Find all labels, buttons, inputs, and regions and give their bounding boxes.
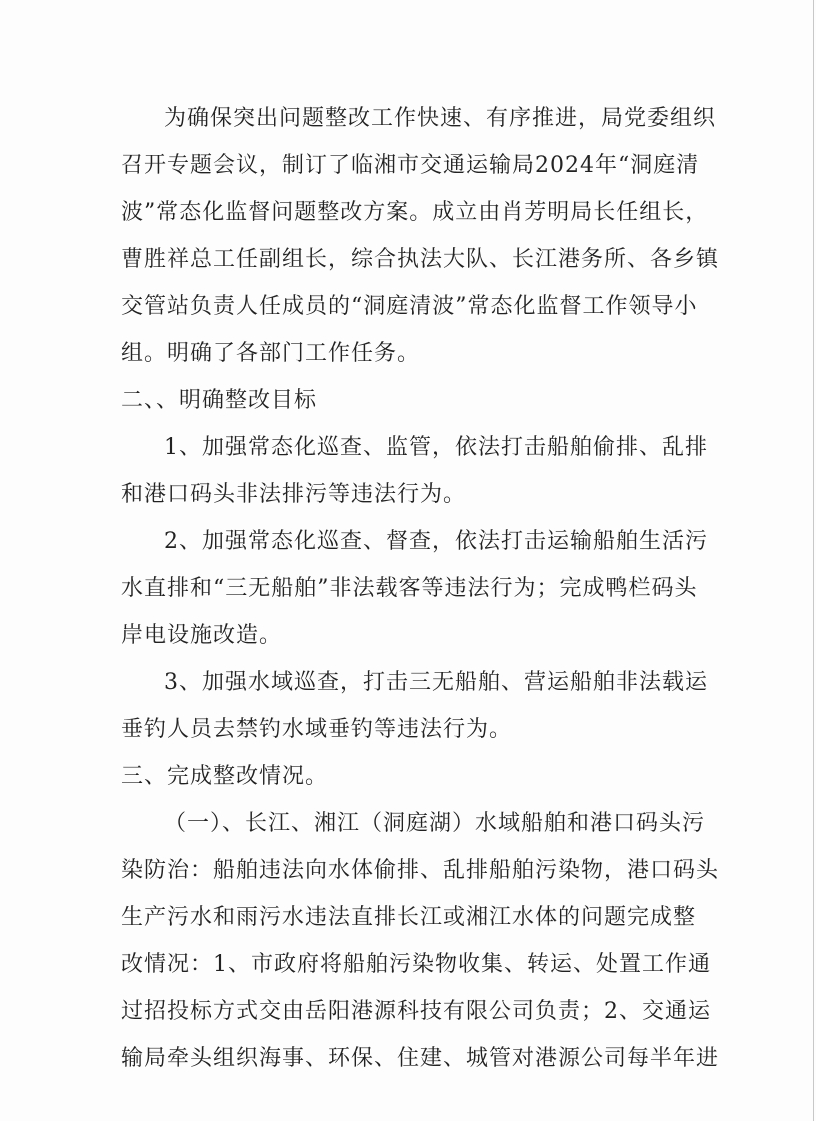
paragraph-line-5: 交管站负责人任成员的“洞庭清波”常态化监督工作领导小 bbox=[121, 294, 698, 319]
goal-1-line-1: 1、加强常态化巡查、监管，依法打击船舶偷排、乱排 bbox=[164, 435, 708, 460]
scan-edge-line bbox=[813, 0, 814, 1121]
paragraph-line-3: 波”常态化监督问题整改方案。成立由肖芳明局长任组长， bbox=[121, 200, 709, 225]
goal-3-line-1: 3、加强水域巡查，打击三无船舶、营运船舶非法载运 bbox=[164, 670, 708, 695]
goal-3-line-2: 垂钓人员去禁钓水域垂钓等违法行为。 bbox=[121, 717, 513, 742]
paragraph-line-6: 组。明确了各部门工作任务。 bbox=[121, 341, 421, 366]
paragraph-line-2: 召开专题会议，制订了临湘市交通运输局2024年“洞庭清 bbox=[121, 153, 700, 178]
status-line-5: 过招投标方式交由岳阳港源科技有限公司负责；2、交通运 bbox=[121, 999, 711, 1024]
section-heading-3: 三、完成整改情况。 bbox=[121, 764, 329, 789]
paragraph-line-4: 曹胜祥总工任副组长，综合执法大队、长江港务所、各乡镇 bbox=[121, 247, 720, 272]
status-line-1: （一）、长江、湘江（洞庭湖）水域船舶和港口码头污 bbox=[164, 811, 706, 836]
section-heading-2: 二、、明确整改目标 bbox=[121, 388, 318, 413]
goal-1-line-2: 和港口码头非法排污等违法行为。 bbox=[121, 482, 467, 507]
status-line-4: 改情况：1、市政府将船舶污染物收集、转运、处置工作通 bbox=[121, 952, 711, 977]
goal-2-line-2: 水直排和“三无船舶”非法载客等违法行为；完成鸭栏码头 bbox=[121, 576, 698, 601]
status-line-3: 生产污水和雨污水违法直排长江或湘江水体的问题完成整 bbox=[121, 905, 697, 930]
goal-2-line-3: 岸电设施改造。 bbox=[121, 623, 283, 648]
goal-2-line-1: 2、加强常态化巡查、督查，依法打击运输船舶生活污 bbox=[164, 529, 708, 554]
paragraph-line-1: 为确保突出问题整改工作快速、有序推进，局党委组织 bbox=[164, 106, 717, 131]
status-line-2: 染防治：船舶违法向水体偷排、乱排船舶污染物，港口码头 bbox=[121, 858, 720, 883]
status-line-6: 输局牵头组织海事、环保、住建、城管对港源公司每半年进 bbox=[121, 1046, 720, 1071]
